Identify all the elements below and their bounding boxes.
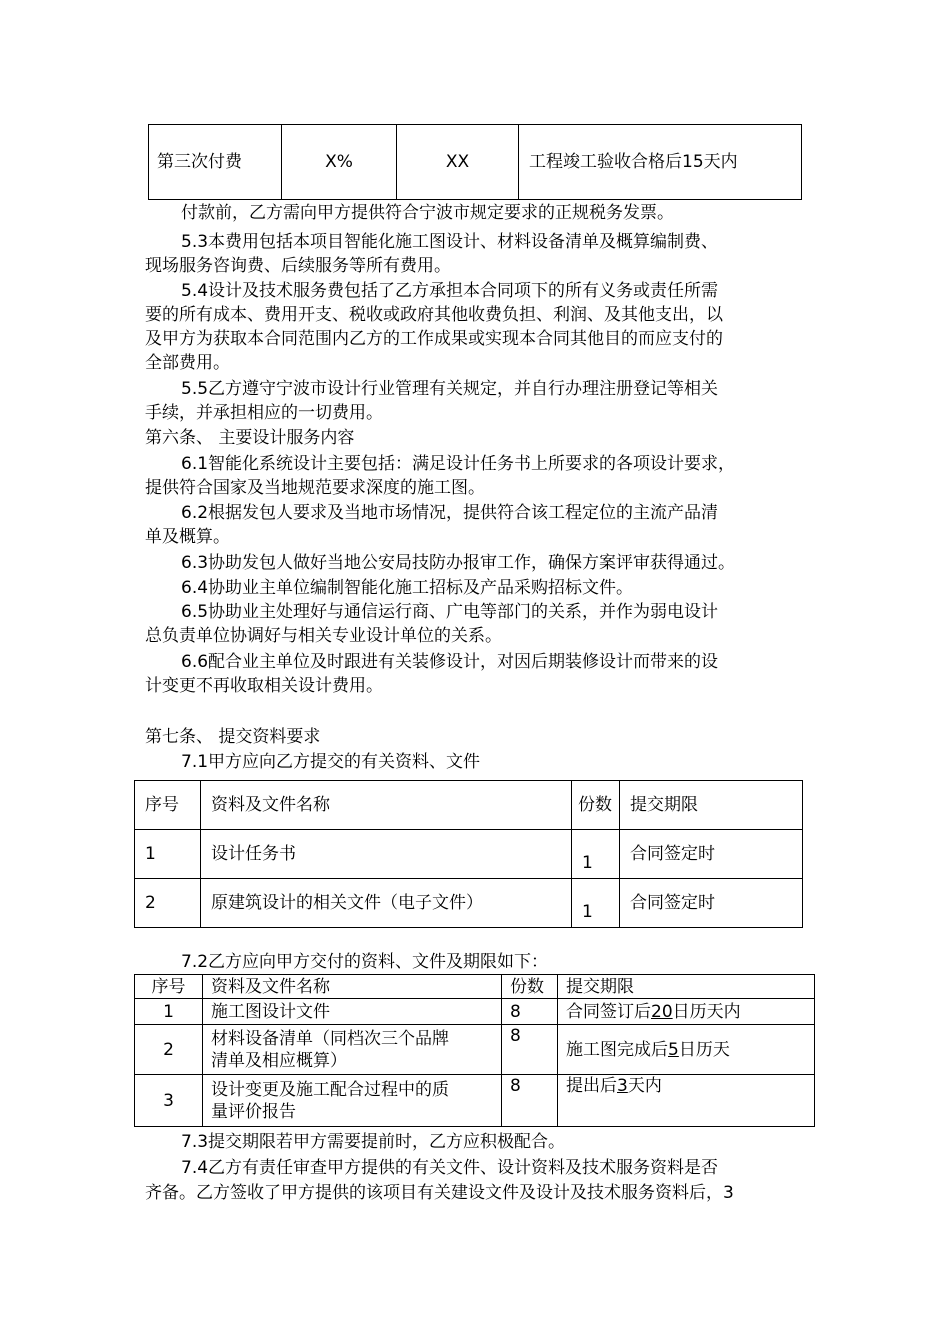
table-header-row — [135, 975, 815, 999]
paragraph-line: 6.2根据发包人要求及当地市场情况，提供符合该工程定位的主流产品清 — [181, 503, 719, 523]
header-cell: 提交期限 — [620, 781, 803, 830]
paragraph-line: 付款前，乙方需向甲方提供符合宁波市规定要求的正规税务发票。 — [181, 203, 674, 223]
cell-no: 2 — [135, 879, 201, 928]
name-line: 设计变更及施工配合过程中的质 — [211, 1079, 449, 1100]
payment-item: 第三次付费 — [149, 125, 282, 200]
count-value: 1 — [582, 852, 593, 873]
count-value: 1 — [582, 901, 593, 922]
header-cell: 份数 — [572, 781, 620, 830]
header-cell: 序号 — [135, 781, 201, 830]
submission-table-party-b — [134, 974, 815, 1127]
paragraph-line: 单及概算。 — [145, 527, 230, 547]
header-cell: 资料及文件名称 — [201, 781, 572, 830]
cell-name — [203, 1025, 502, 1075]
table-row — [135, 999, 815, 1025]
cell-count — [572, 879, 620, 928]
cell-count — [572, 830, 620, 879]
cell-no: 1 — [135, 830, 201, 879]
table-row — [135, 1075, 815, 1127]
cell-count: 8 — [502, 1075, 558, 1127]
paragraph-line: 要的所有成本、费用开支、税收或政府其他收费负担、利润、及其他支出，以 — [145, 305, 723, 325]
name-line: 清单及相应概算） — [211, 1050, 347, 1071]
name-line: 材料设备清单（同档次三个品牌 — [211, 1028, 449, 1049]
paragraph-line: 计变更不再收取相关设计费用。 — [145, 676, 383, 696]
payment-condition: 工程竣工验收合格后15天内 — [519, 125, 802, 200]
deadline-prefix: 施工图完成后 — [566, 1039, 668, 1060]
name-line: 量评价报告 — [211, 1101, 296, 1122]
cell-deadline — [558, 999, 815, 1025]
table-row — [135, 830, 803, 879]
cell-deadline: 合同签定时 — [620, 830, 803, 879]
deadline-prefix: 合同签订后 — [566, 1001, 651, 1022]
deadline-days: 3 — [617, 1076, 628, 1096]
paragraph-line: 7.3提交期限若甲方需要提前时，乙方应积极配合。 — [181, 1132, 566, 1152]
payment-table — [148, 124, 802, 200]
paragraph-line: 7.4乙方有责任审查甲方提供的有关文件、设计资料及技术服务资料是否 — [181, 1158, 719, 1178]
deadline-days: 5 — [668, 1039, 679, 1060]
deadline-prefix: 提出后 — [566, 1076, 617, 1096]
paragraph-line: 及甲方为获取本合同范围内乙方的工作成果或实现本合同其他目的而应支付的 — [145, 329, 723, 349]
cell-name — [203, 1075, 502, 1127]
section-heading: 第七条、 提交资料要求 — [145, 727, 321, 747]
paragraph-line: 5.5乙方遵守宁波市设计行业管理有关规定，并自行办理注册登记等相关 — [181, 379, 719, 399]
paragraph-line: 手续，并承担相应的一切费用。 — [145, 403, 383, 423]
deadline-suffix: 天内 — [627, 1076, 662, 1096]
section-heading: 第六条、 主要设计服务内容 — [145, 428, 355, 448]
header-cell: 提交期限 — [558, 975, 815, 999]
cell-no: 1 — [135, 999, 203, 1025]
payment-amount: XX — [397, 125, 519, 200]
paragraph-line: 全部费用。 — [145, 353, 230, 373]
paragraph-line: 6.5协助业主处理好与通信运行商、广电等部门的关系，并作为弱电设计 — [181, 602, 719, 622]
cell-count: 8 — [502, 1025, 558, 1075]
deadline-days: 20 — [651, 1001, 673, 1022]
paragraph-line: 6.3协助发包人做好当地公安局技防办报审工作，确保方案评审获得通过。 — [181, 553, 736, 573]
cell-deadline: 合同签定时 — [620, 879, 803, 928]
header-cell: 份数 — [502, 975, 558, 999]
cell-deadline — [558, 1075, 815, 1127]
cell-no: 2 — [135, 1025, 203, 1075]
cell-count: 8 — [502, 999, 558, 1025]
table-row — [135, 1025, 815, 1075]
table-header-row — [135, 781, 803, 830]
submission-table-party-a — [134, 780, 803, 928]
cell-deadline — [558, 1025, 815, 1075]
paragraph-line: 总负责单位协调好与相关专业设计单位的关系。 — [145, 626, 502, 646]
payment-percent: X% — [282, 125, 397, 200]
cell-no: 3 — [135, 1075, 203, 1127]
table-row — [135, 879, 803, 928]
paragraph-line: 5.4设计及技术服务费包括了乙方承担本合同项下的所有义务或责任所需 — [181, 281, 719, 301]
cell-name: 设计任务书 — [201, 830, 572, 879]
deadline-suffix: 日历天内 — [672, 1001, 741, 1022]
deadline-suffix: 日历天 — [678, 1039, 730, 1060]
table-row — [149, 125, 802, 200]
paragraph-line: 现场服务咨询费、后续服务等所有费用。 — [145, 256, 451, 276]
cell-name: 施工图设计文件 — [203, 999, 502, 1025]
paragraph-line: 6.1智能化系统设计主要包括：满足设计任务书上所要求的各项设计要求， — [181, 454, 736, 474]
paragraph-line: 6.6配合业主单位及时跟进有关装修设计，对因后期装修设计而带来的设 — [181, 652, 719, 672]
subsection-heading: 7.1甲方应向乙方提交的有关资料、文件 — [181, 752, 481, 772]
header-cell: 资料及文件名称 — [203, 975, 502, 999]
paragraph-line: 齐备。乙方签收了甲方提供的该项目有关建设文件及设计及技术服务资料后，3 — [145, 1183, 734, 1203]
paragraph-line: 提供符合国家及当地规范要求深度的施工图。 — [145, 478, 485, 498]
cell-name: 原建筑设计的相关文件（电子文件） — [201, 879, 572, 928]
paragraph-line: 6.4协助业主单位编制智能化施工招标及产品采购招标文件。 — [181, 578, 634, 598]
header-cell: 序号 — [135, 975, 203, 999]
subsection-heading: 7.2乙方应向甲方交付的资料、文件及期限如下： — [181, 952, 549, 972]
paragraph-line: 5.3本费用包括本项目智能化施工图设计、材料设备清单及概算编制费、 — [181, 232, 719, 252]
